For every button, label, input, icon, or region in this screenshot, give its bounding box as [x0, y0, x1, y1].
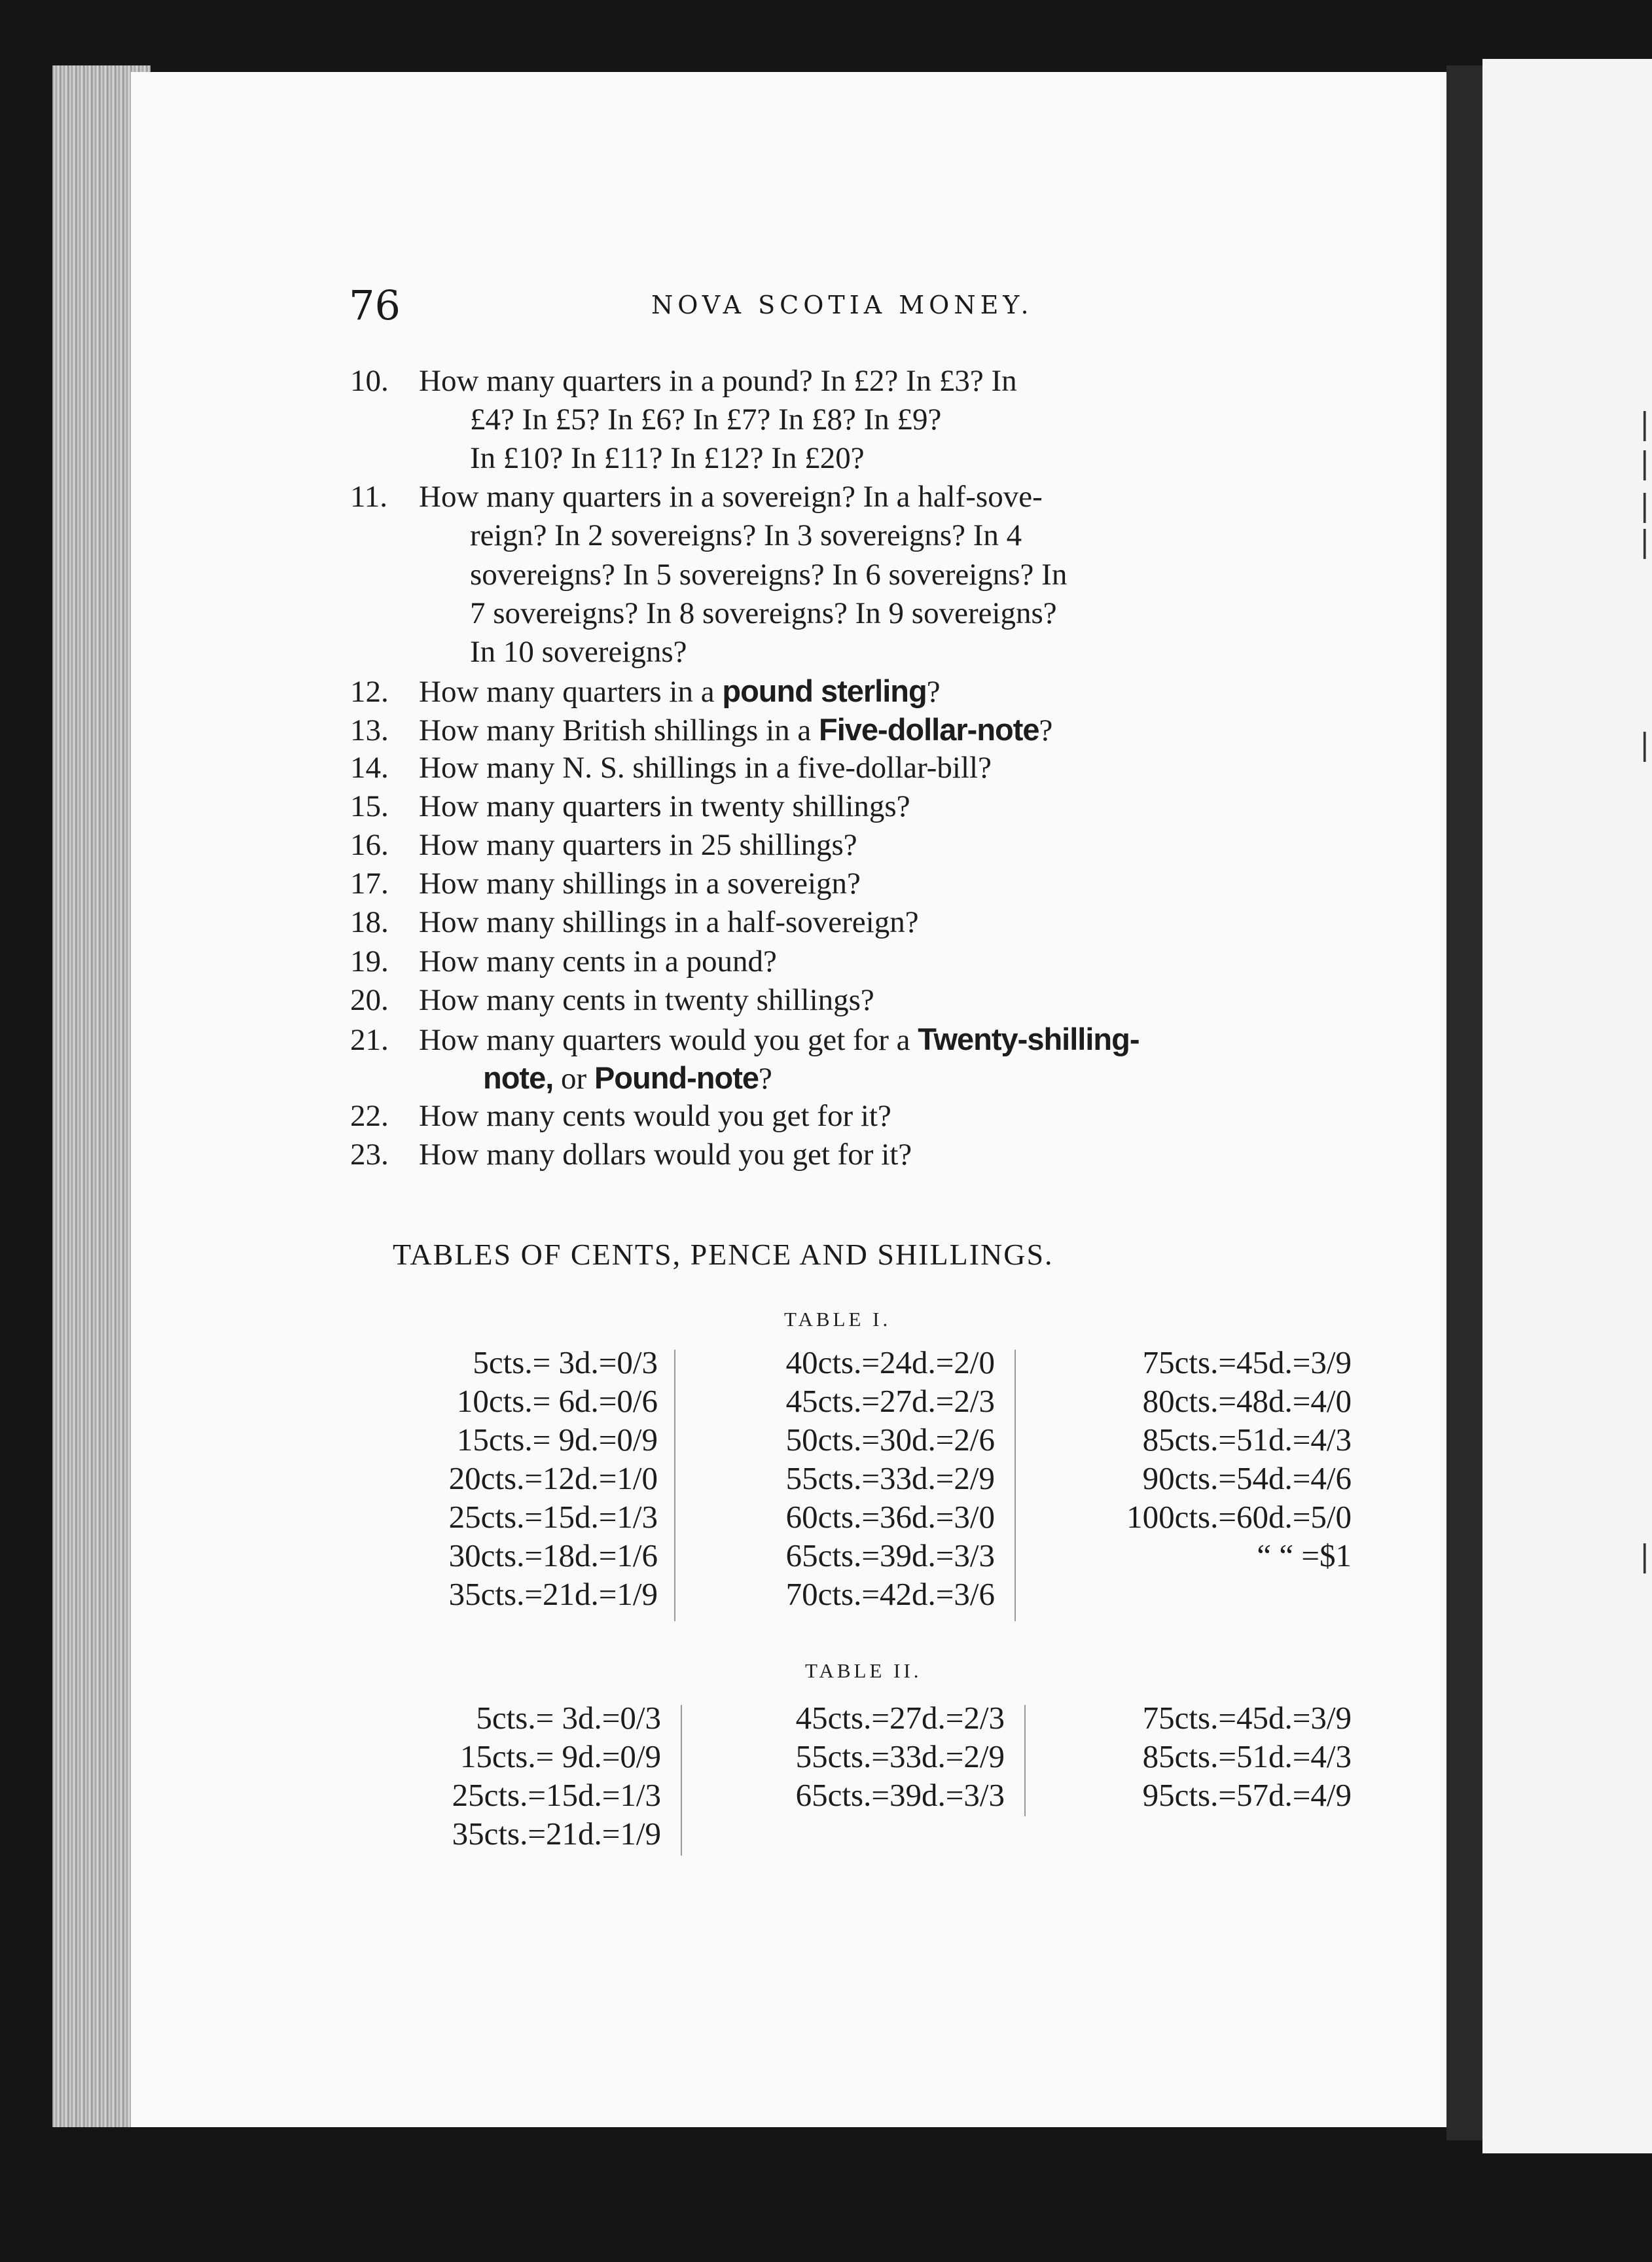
- question-text: How many quarters in twenty shillings?: [419, 789, 910, 824]
- question-number: 20.: [350, 982, 389, 1017]
- question-item: [350, 789, 910, 824]
- table1-caption: TABLE I.: [784, 1308, 891, 1331]
- table-cell: 35cts.=21d.=1/9: [448, 1576, 658, 1612]
- question-continuation: [470, 596, 1057, 631]
- question-number: 10.: [350, 364, 389, 398]
- table-cell: 50cts.=30d.=2/6: [785, 1422, 995, 1458]
- question-text: How many quarters would you get for a: [419, 1022, 918, 1057]
- question-number: 23.: [350, 1138, 389, 1172]
- table2-divider: [681, 1705, 682, 1856]
- table-cell: 95cts.=57d.=4/9: [1142, 1777, 1352, 1813]
- question-item: [350, 905, 919, 940]
- table-cell: 45cts.=27d.=2/3: [785, 1383, 995, 1419]
- question-text: How many quarters in a: [419, 674, 723, 709]
- question-number: 14.: [350, 751, 389, 785]
- question-continuation: [470, 440, 865, 476]
- question-text: How many cents in twenty shillings?: [419, 982, 874, 1017]
- question-text: How many cents in a pound?: [419, 944, 777, 978]
- book-gutter: [1446, 65, 1482, 2140]
- question-text: How many dollars would you get for it?: [419, 1138, 912, 1172]
- question-text: In £10? In £11? In £12? In £20?: [470, 441, 865, 476]
- bold-term: pound sterling: [722, 673, 927, 708]
- question-text: How many quarters in 25 shillings?: [419, 828, 857, 863]
- question-number: 11.: [350, 480, 388, 514]
- bold-term: Twenty-shilling-: [918, 1021, 1140, 1056]
- bold-term: Pound-note: [594, 1060, 759, 1095]
- table1-column: [340, 1343, 658, 1613]
- table-cell: 55cts.=33d.=2/9: [785, 1460, 995, 1496]
- table-cell: 65cts.=39d.=3/3: [795, 1777, 1005, 1813]
- question-number: 15.: [350, 789, 389, 824]
- question-item: [350, 1098, 891, 1134]
- table-cell: 75cts.=45d.=3/9: [1142, 1344, 1352, 1380]
- page-number: 76: [349, 281, 401, 329]
- bold-term: Five-dollar-note: [819, 711, 1039, 747]
- question-text: How many shillings in a sovereign?: [419, 867, 861, 901]
- question-item: [350, 711, 1052, 748]
- question-text: 7 sovereigns? In 8 sovereigns? In 9 sovereigns?: [470, 596, 1057, 630]
- question-item: [350, 982, 874, 1018]
- facing-page-fragment: |: [1640, 406, 1650, 441]
- table2-divider: [1024, 1705, 1026, 1816]
- table-cell: 25cts.=15d.=1/3: [452, 1777, 661, 1813]
- question-continuation: [483, 1060, 772, 1096]
- question-item: [350, 944, 777, 979]
- table1-divider: [1015, 1350, 1016, 1621]
- question-number: 21.: [350, 1022, 389, 1057]
- question-continuation: [470, 518, 1022, 553]
- table-cell: 5cts.= 3d.=0/3: [473, 1344, 658, 1380]
- table-cell: “ “ =$1: [1257, 1537, 1352, 1573]
- table-cell: 20cts.=12d.=1/0: [448, 1460, 658, 1496]
- table-cell: 90cts.=54d.=4/6: [1142, 1460, 1352, 1496]
- question-text: or: [553, 1061, 594, 1096]
- table2-caption: TABLE II.: [805, 1659, 922, 1682]
- question-item: [350, 866, 861, 901]
- table-cell: 15cts.= 9d.=0/9: [456, 1422, 658, 1458]
- table1-column: [691, 1343, 995, 1613]
- question-item: [350, 827, 857, 863]
- table-cell: 25cts.=15d.=1/3: [448, 1499, 658, 1535]
- question-number: 18.: [350, 905, 389, 940]
- table-cell: 85cts.=51d.=4/3: [1142, 1422, 1352, 1458]
- facing-page: [1482, 59, 1652, 2153]
- table-cell: 60cts.=36d.=3/0: [785, 1499, 995, 1535]
- question-text: ?: [759, 1061, 772, 1096]
- table-cell: 70cts.=42d.=3/6: [785, 1576, 995, 1612]
- table1-divider: [674, 1350, 675, 1621]
- table2-column: [1044, 1698, 1352, 1814]
- question-item: [350, 1021, 1140, 1058]
- facing-page-fragment: |: [1640, 1538, 1650, 1573]
- table-cell: 10cts.= 6d.=0/6: [456, 1383, 658, 1419]
- question-item: [350, 750, 992, 785]
- question-text: How many shillings in a half-sovereign?: [419, 905, 919, 940]
- facing-page-fragment: |: [1640, 524, 1650, 559]
- question-text: In 10 sovereigns?: [470, 634, 687, 669]
- question-text: How many British shillings in a: [419, 713, 819, 747]
- table-cell: 40cts.=24d.=2/0: [785, 1344, 995, 1380]
- table2-column: [700, 1698, 1005, 1814]
- question-number: 22.: [350, 1098, 389, 1133]
- question-number: 17.: [350, 867, 389, 901]
- table-cell: 100cts.=60d.=5/0: [1126, 1499, 1352, 1535]
- table-cell: 45cts.=27d.=2/3: [795, 1700, 1005, 1736]
- question-continuation: [470, 557, 1067, 592]
- table-cell: 15cts.= 9d.=0/9: [459, 1738, 661, 1774]
- question-number: 13.: [350, 713, 389, 747]
- tables-title: TABLES OF CENTS, PENCE AND SHILLINGS.: [393, 1238, 1054, 1271]
- question-text: ?: [1039, 713, 1053, 747]
- question-text: How many cents would you get for it?: [419, 1098, 891, 1133]
- facing-page-fragment: |: [1640, 727, 1650, 762]
- question-item: [350, 673, 941, 709]
- question-text: How many N. S. shillings in a five-dollar-bill?: [419, 751, 992, 785]
- question-text: sovereigns? In 5 sovereigns? In 6 sovereigns? In: [470, 557, 1068, 592]
- question-item: [350, 479, 1043, 514]
- table-cell: 55cts.=33d.=2/9: [795, 1738, 1005, 1774]
- table-cell: 75cts.=45d.=3/9: [1142, 1700, 1352, 1736]
- question-text: £4? In £5? In £6? In £7? In £8? In £9?: [470, 403, 942, 437]
- question-number: 19.: [350, 944, 389, 978]
- question-continuation: [470, 402, 941, 437]
- question-item: [350, 363, 1017, 399]
- table-cell: 85cts.=51d.=4/3: [1142, 1738, 1352, 1774]
- bold-term: note,: [483, 1060, 554, 1095]
- running-head: NOVA SCOTIA MONEY.: [651, 291, 1033, 319]
- question-continuation: [470, 634, 687, 670]
- question-text: reign? In 2 sovereigns? In 3 sovereigns? In 4: [470, 518, 1022, 553]
- table-cell: 30cts.=18d.=1/6: [448, 1537, 658, 1573]
- facing-page-fragment: |: [1640, 488, 1650, 523]
- question-number: 12.: [350, 674, 389, 709]
- table-cell: 80cts.=48d.=4/0: [1142, 1383, 1352, 1419]
- table-cell: 35cts.=21d.=1/9: [452, 1816, 661, 1852]
- question-number: 16.: [350, 828, 389, 863]
- table-cell: 65cts.=39d.=3/3: [785, 1537, 995, 1573]
- table-cell: 5cts.= 3d.=0/3: [476, 1700, 661, 1736]
- question-item: [350, 1137, 912, 1172]
- question-text: How many quarters in a sovereign? In a half-sove-: [419, 480, 1043, 514]
- question-text: ?: [926, 674, 941, 709]
- facing-page-fragment: |: [1640, 445, 1650, 480]
- question-text: How many quarters in a pound? In £2? In £3? In: [419, 364, 1017, 398]
- table2-column: [353, 1698, 661, 1853]
- table1-column: [1031, 1343, 1352, 1575]
